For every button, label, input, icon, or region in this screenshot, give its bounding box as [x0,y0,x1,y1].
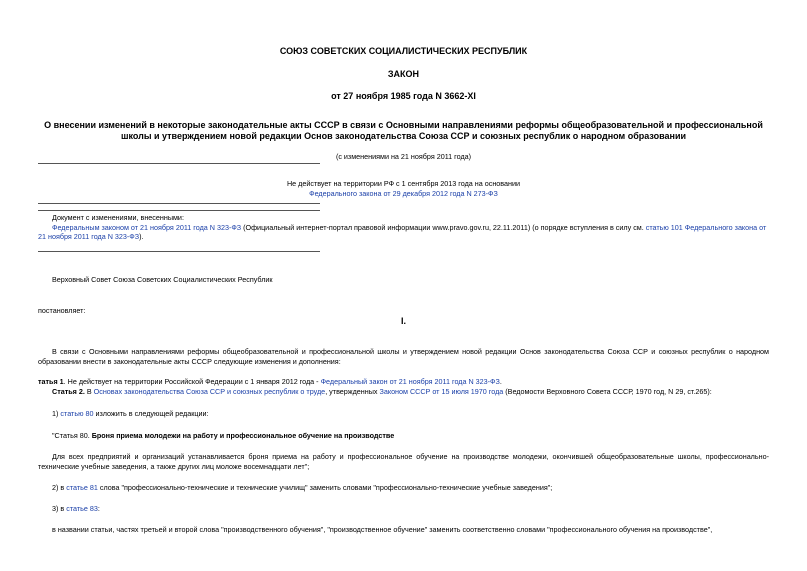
article-2-link-1[interactable]: Основах законодательства Союза ССР и союзных республик о труде [93,387,326,396]
preamble-paragraph: В связи с Основными направлениями реформы общеобразовательной и профессиональной школы и утверждением новой редакции Основ законодательства Союза ССР и союзных республик о народном образовании внести в законодательные акты СССР следующие изменения и дополнения: [38,347,769,366]
amendment-link-1[interactable]: Федеральным законом от 21 ноября 2011 года N 323-ФЗ [52,222,242,232]
article-80-title: Броня приема молодежи на работу и профессиональное обучение на производстве [91,431,395,440]
law-title-line2: школы и утверждением новой редакции Основ законодательства Союза ССР и союзных республик о народном образовании [120,131,687,141]
divider [38,251,320,252]
union-heading: СОЮЗ СОВЕТСКИХ СОЦИАЛИСТИЧЕСКИХ РЕСПУБЛИК [279,46,528,56]
item-1: 1) статью 80 изложить в следующей редакции: [52,409,209,418]
status-text: Не действует на территории РФ с 1 сентября 2013 года на основании [286,179,521,188]
item-2: 2) в статье 81 слова "профессионально-технические и технические училищ" заменить словами "профессионально-технические учебные заведения"; [52,483,553,492]
divider [38,163,320,164]
divider [38,210,320,211]
section-heading: I. [400,316,406,326]
item-1-link[interactable]: статью 80 [60,409,94,418]
status-block [0,179,807,199]
amendments-text: Федеральным законом от 21 ноября 2011 года N 323-ФЗ (Официальный интернет-портал правовой информации www.pravo.gov.ru, 22.11.2011) (о порядке вступления в силу см. статью 101 Федерального закона от 21 ноября 2011 года N 323-ФЗ). [38,222,767,241]
item-3-text: в названии статьи, частях третьей и второй слова "производственного обучения", "производственное обучение" заменить соответственно словами "профессионального обучения на производстве", [52,525,713,534]
amendments-block [38,213,769,242]
item-3: 3) в статье 83: [52,504,100,513]
amendment-link-2[interactable]: статью 101 Федерального закона [645,222,758,232]
amendments-intro: Документ с изменениями, внесенными: [52,213,184,222]
article-80-heading: "Статья 80. Броня приема молодежи на работу и профессиональное обучение на производстве [52,431,395,440]
status-link[interactable]: Федерального закона от 29 декабря 2012 года N 273-ФЗ [309,189,498,198]
divider [38,203,320,204]
article-2-label: Статья 2. [52,387,85,396]
article-2: Статья 2. В Основах законодательства Союза ССР и союзных республик о труде, утвержденных Законом СССР от 15 июля 1970 года (Ведомости Верховного Совета СССР, 1970 год, N 29, ст.265): [52,387,712,396]
item-2-link[interactable]: статье 81 [66,483,98,492]
changes-note: (с изменениями на 21 ноября 2011 года) [335,152,472,161]
resolves-text: постановляет: [38,306,86,315]
law-title [0,120,807,142]
date-number-heading: от 27 ноября 1985 года N 3662-XI [331,91,476,101]
article-1: татья 1. Не действует на территории Российской Федерации с 1 января 2012 года - Федеральный закон от 21 ноября 2011 года N 323-ФЗ. [38,377,502,386]
article-2-link-2[interactable]: Законом СССР от 15 июля 1970 года [379,387,504,396]
amendment-link-3[interactable]: от 21 ноября 2011 года N 323-ФЗ [38,222,767,241]
article-1-link[interactable]: Федеральный закон от 21 ноября 2011 года N 323-ФЗ [320,377,500,386]
doc-type-heading: ЗАКОН [387,69,420,79]
council-text: Верховный Совет Союза Советских Социалистических Республик [52,275,273,284]
law-title-line1: О внесении изменений в некоторые законодательные акты СССР в связи с Основными направлениями реформы общеобразовательной и профессиональной [44,120,763,130]
article-80-text: Для всех предприятий и организаций устанавливается броня приема на работу и профессиональное обучение на производстве молодежи, окончившей общеобразовательные школы, профессионально-технические учебные заведения, а также других лиц моложе восемнадцати лет"; [38,452,769,471]
item-3-link[interactable]: статье 83 [66,504,98,513]
article-1-label: татья 1 [38,377,64,386]
